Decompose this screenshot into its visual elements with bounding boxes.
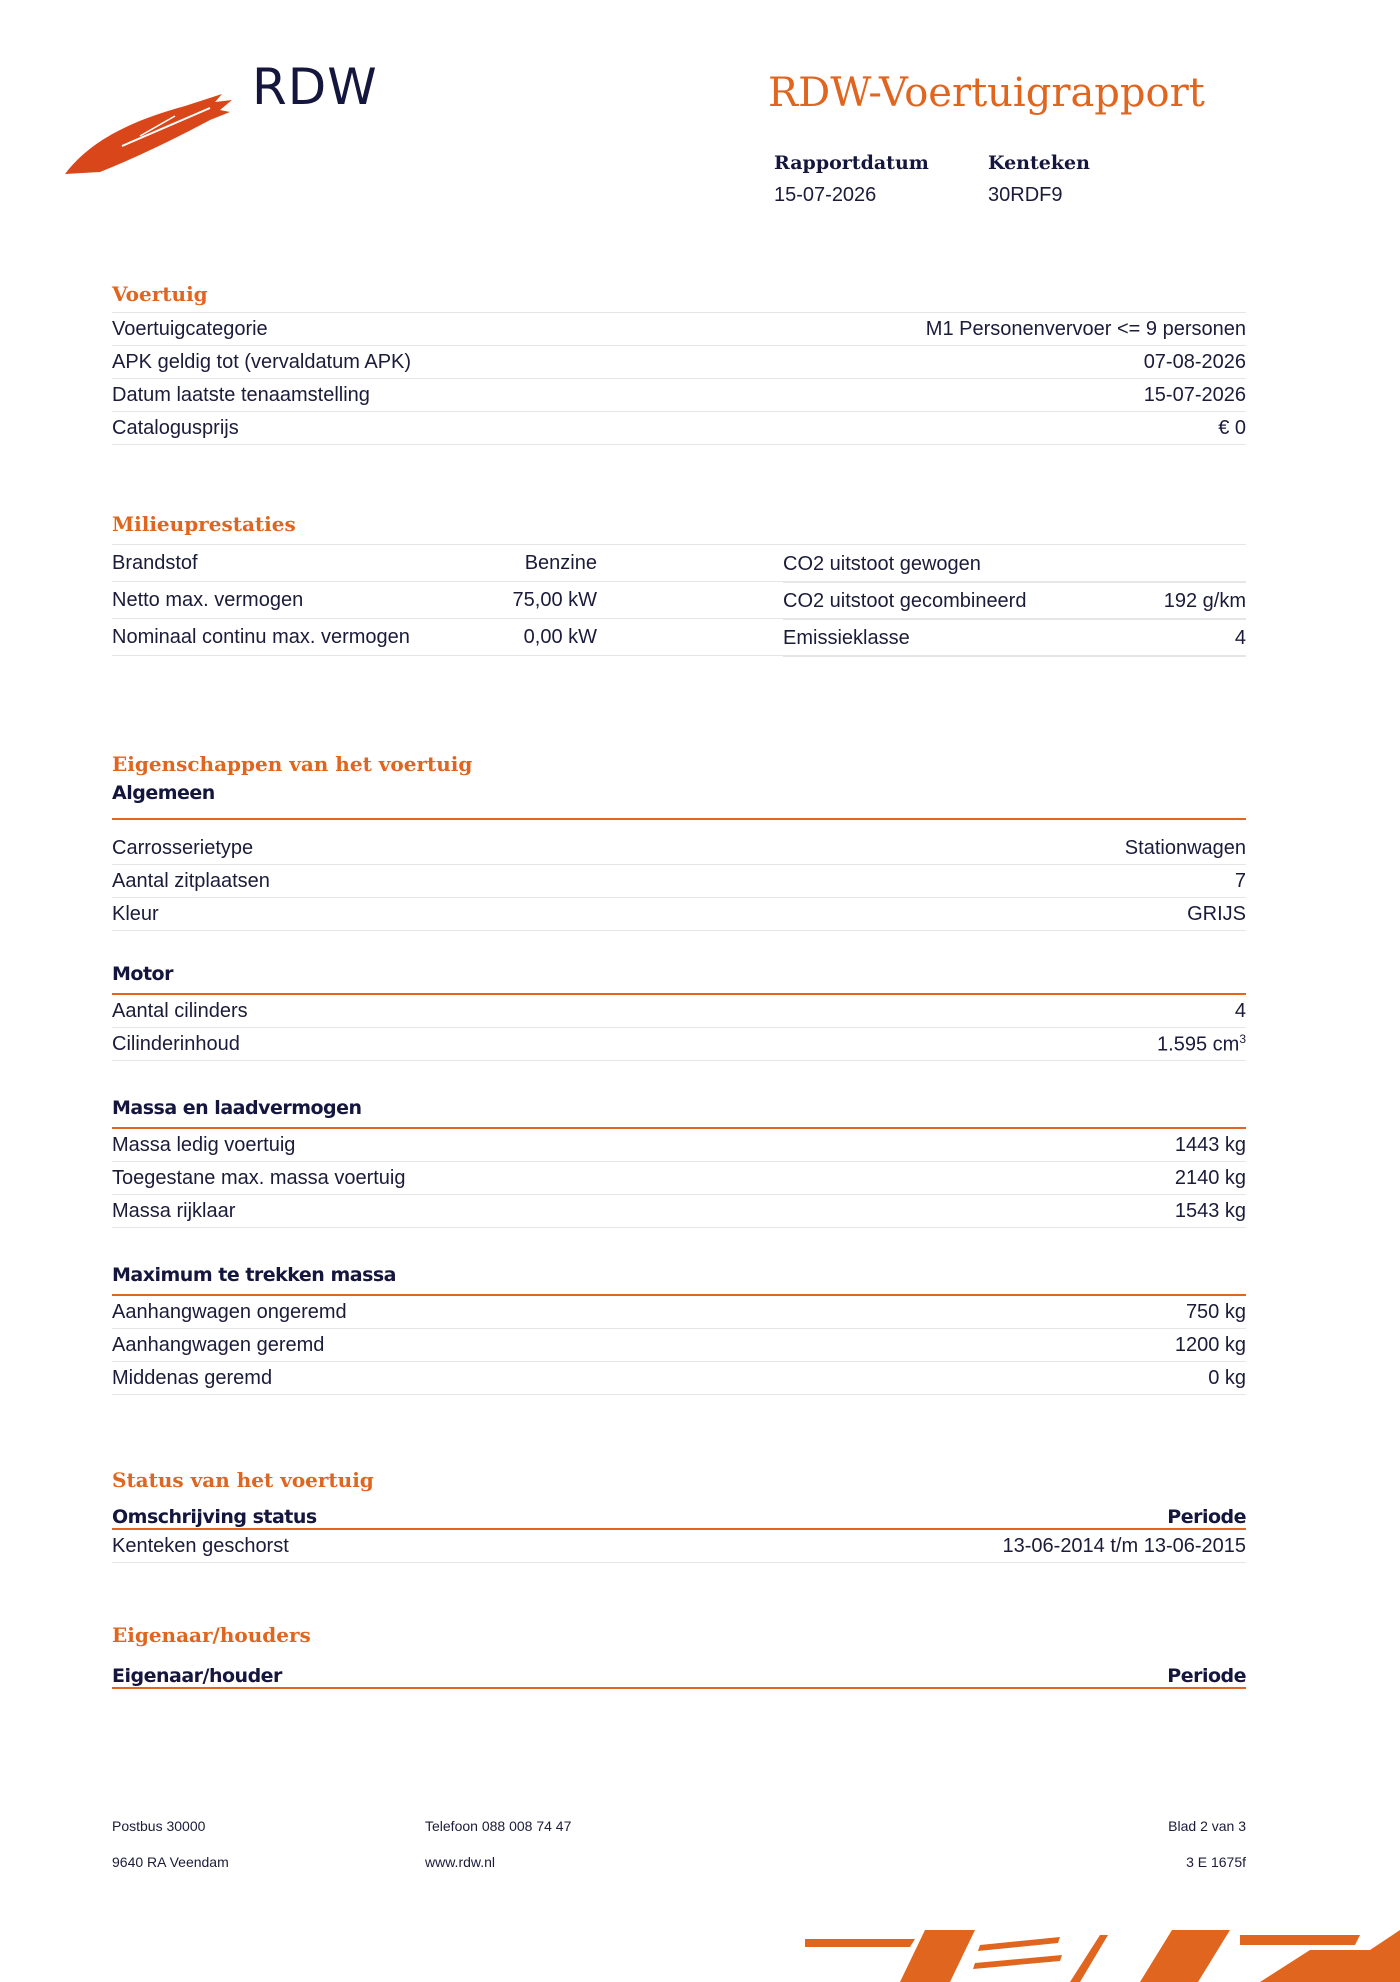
status-col-omschrijving: Omschrijving status: [112, 1506, 317, 1528]
table-row: Massa ledig voertuig 1443 kg: [112, 1129, 1246, 1162]
table-row: CO2 uitstoot gecombineerd 192 g/km: [783, 583, 1246, 620]
table-row: Datum laatste tenaamstelling 15-07-2026: [112, 379, 1246, 412]
report-date-value: 15-07-2026: [774, 184, 877, 206]
eigenaar-col-periode: Periode: [1167, 1665, 1246, 1687]
section-title-eigenschappen: Eigenschappen van het voertuig: [112, 752, 473, 776]
footer-web[interactable]: www.rdw.nl: [425, 1854, 496, 1870]
milieu-right-column: [783, 546, 1246, 657]
table-row: Aanhangwagen ongeremd 750 kg: [112, 1296, 1246, 1329]
table-row: Aanhangwagen geremd 1200 kg: [112, 1329, 1246, 1362]
subsection-title-massa: Massa en laadvermogen: [112, 1097, 1246, 1129]
table-row: Toegestane max. massa voertuig 2140 kg: [112, 1162, 1246, 1195]
section-title-voertuig: Voertuig: [112, 282, 1246, 313]
table-row: Cilinderinhoud 1.595 $cm^3$: [112, 1028, 1246, 1061]
footer-city: 9640 RA Veendam: [112, 1854, 229, 1870]
footer-phone: Telefoon 088 008 74 47: [425, 1818, 572, 1834]
milieu-grid: Brandstof Benzine Netto max. vermogen 75,00 kW Nominaal continu max. vermogen 0,00 kW: [112, 545, 1246, 656]
section-eigenschappen: [112, 752, 1246, 1395]
table-row: Kleur GRIJS: [112, 898, 1246, 931]
status-header-row: [112, 1498, 1246, 1530]
section-status: [112, 1468, 1246, 1563]
table-row: Emissieklasse 4: [783, 620, 1246, 657]
subsection-title-motor: Motor: [112, 963, 1246, 995]
section-title-milieu: Milieuprestaties: [112, 512, 1246, 545]
footer-code: 3 E 1675f: [1186, 1854, 1246, 1870]
table-row: Middenas geremd 0 kg: [112, 1362, 1246, 1395]
section-title-eigenaar: Eigenaar/houders: [112, 1623, 311, 1647]
section-title-status: Status van het voertuig: [112, 1468, 374, 1492]
table-row: Aantal zitplaatsen 7: [112, 865, 1246, 898]
eigenaar-col-houder: Eigenaar/houder: [112, 1665, 282, 1687]
table-row: Massa rijklaar 1543 kg: [112, 1195, 1246, 1228]
plate-value: 30RDF9: [988, 184, 1063, 206]
logo-text: RDW: [252, 58, 378, 116]
subsection-title-trekken: Maximum te trekken massa: [112, 1264, 1246, 1296]
eigenaar-header-row: [112, 1653, 1246, 1689]
section-eigenaar: [112, 1623, 1246, 1689]
footer-postbus: Postbus 30000: [112, 1818, 206, 1834]
decorative-stripes-icon: [800, 1925, 1400, 1982]
status-col-periode: Periode: [1167, 1506, 1246, 1528]
footer-page: Blad 2 van 3: [1168, 1818, 1246, 1834]
subsection-title-algemeen: Algemeen: [112, 782, 1246, 820]
section-voertuig: [112, 282, 1246, 445]
table-row: Carrosserietype Stationwagen: [112, 832, 1246, 865]
table-row: CO2 uitstoot gewogen: [783, 546, 1246, 583]
plate-label: Kenteken: [988, 152, 1090, 174]
table-row: APK geldig tot (vervaldatum APK) 07-08-2026: [112, 346, 1246, 379]
report-title: RDW-Voertuigrapport: [768, 70, 1205, 116]
table-row: Catalogusprijs € 0: [112, 412, 1246, 445]
table-row: Kenteken geschorst 13-06-2014 t/m 13-06-2015: [112, 1530, 1246, 1563]
rdw-logo-icon: [60, 86, 235, 181]
report-date-label: Rapportdatum: [774, 152, 929, 174]
table-row: Voertuigcategorie M1 Personenvervoer <= 9 personen: [112, 313, 1246, 346]
table-row: Aantal cilinders 4: [112, 995, 1246, 1028]
